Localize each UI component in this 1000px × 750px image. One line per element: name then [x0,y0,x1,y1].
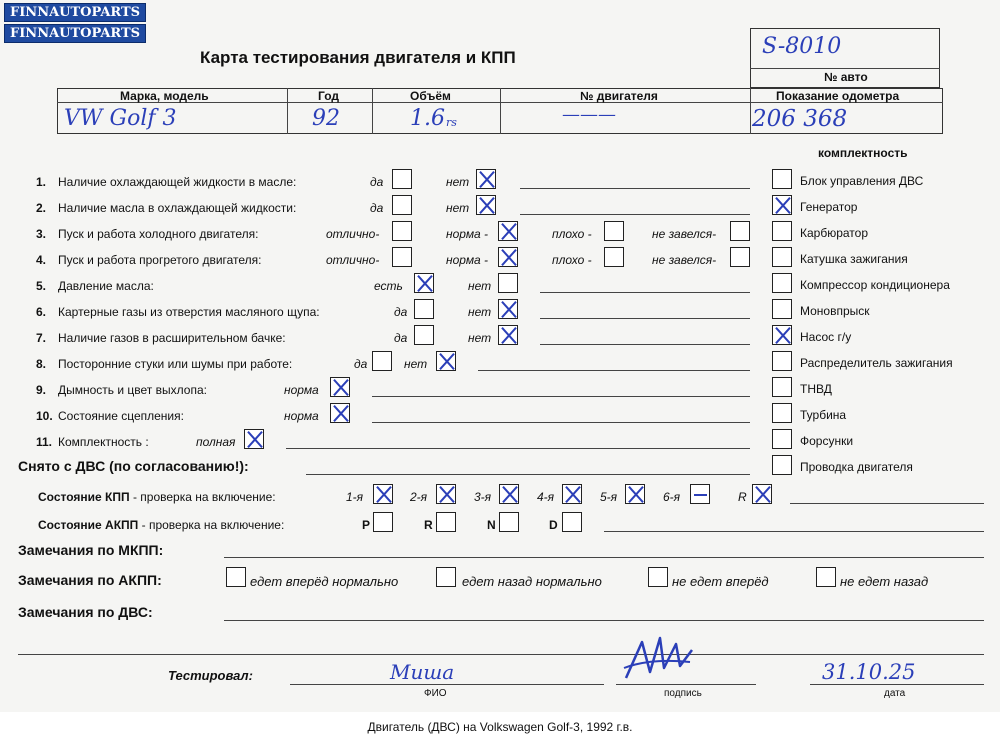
option-label: да [370,175,384,189]
checkbox[interactable] [392,221,412,241]
checkbox[interactable] [372,351,392,371]
checkbox[interactable] [604,247,624,267]
item-number: 9. [36,383,47,397]
item-number: 2. [36,201,47,215]
option-label: норма - [446,253,489,267]
kit-item-label: Проводка двигателя [800,460,913,474]
car-number-value: S-8010 [762,34,842,59]
remarks-dvs-label: Замечания по ДВС: [18,604,153,620]
item-number: 1. [36,175,47,189]
engine-number-value: ——— [562,104,616,125]
kit-checkbox[interactable] [772,169,792,189]
akpp-checkbox[interactable] [226,567,246,587]
volume-unit: rs [446,116,457,129]
item-label: Наличие охлаждающей жидкости в масле: [58,175,297,189]
kit-checkbox[interactable] [772,455,792,475]
col-header: № двигателя [580,89,658,103]
item-number: 8. [36,357,47,371]
kit-item-label: Насос г/у [800,330,852,344]
kit-item-label: ТНВД [800,382,832,396]
option-label: норма [284,383,319,397]
option-label: норма - [446,227,489,241]
gear-label: 5-я [600,490,618,504]
option-label: не завелся- [652,253,717,267]
kit-title: комплектность [818,146,908,160]
option-label: да [394,305,408,319]
gear-checkbox-checked[interactable] [436,484,456,504]
gear-label: 3-я [474,490,492,504]
remarks-akpp-label: Замечания по АКПП: [18,572,162,588]
akpp-checkbox[interactable] [436,567,456,587]
auto-gear-checkbox[interactable] [436,512,456,532]
option-label: полная [196,435,236,449]
kit-item-label: Карбюратор [800,226,869,240]
checkbox-checked[interactable] [498,299,518,319]
option-label: плохо - [552,227,592,241]
blank-line [540,318,750,319]
blank-line [286,448,750,449]
watermark-logo: FINNAUTOPARTS [4,24,146,43]
akpp-checkbox[interactable] [816,567,836,587]
auto-gear-label: D [549,518,558,532]
checkbox-checked[interactable] [476,169,496,189]
checkbox-checked[interactable] [498,325,518,345]
item-label: Наличие масла в охлаждающей жидкости: [58,201,297,215]
blank-line [604,531,984,532]
col-header: Объём [410,89,451,103]
akpp-checkbox[interactable] [648,567,668,587]
item-label: Дымность и цвет выхлопа: [58,383,207,397]
item-number: 11. [36,435,53,449]
gear-checkbox-dash[interactable] [690,484,710,504]
col-header: Год [318,89,339,103]
auto-gearbox-label-bold: Состояние АКПП [38,518,139,532]
item-number: 3. [36,227,47,241]
blank-line [616,684,756,685]
gearbox-label-bold: Состояние КПП [38,490,130,504]
kit-item-label: Турбина [800,408,847,422]
removed-label: Снято с ДВС (по согласованию!): [18,458,249,474]
option-label: да [394,331,408,345]
gear-checkbox-checked[interactable] [499,484,519,504]
kit-item-label: Катушка зажигания [800,252,908,266]
col-header: Марка, модель [120,89,209,103]
blank-line [290,684,604,685]
gear-label: 4-я [537,490,555,504]
option-label: нет [446,201,470,215]
divider [500,88,501,134]
checkbox-checked[interactable] [330,377,350,397]
checkbox[interactable] [498,273,518,293]
divider [372,88,373,134]
gear-checkbox-checked[interactable] [752,484,772,504]
date-label: дата [884,688,906,699]
col-header: Показание одометра [776,89,900,103]
blank-line [790,503,984,504]
gear-label: 1-я [346,490,364,504]
item-label: Давление масла: [58,279,154,293]
odometer-value: 206 368 [752,106,848,132]
gearbox-label-rest: - проверка на включение: [129,490,276,504]
option-label: нет [468,279,492,293]
page-title: Карта тестирования двигателя и КПП [200,48,516,67]
auto-gear-label: P [362,518,371,532]
checkbox-checked[interactable] [330,403,350,423]
option-label: да [370,201,384,215]
checkbox[interactable] [392,169,412,189]
kit-item-label: Компрессор кондиционера [800,278,950,292]
kit-item-label: Блок управления ДВС [800,174,924,188]
option-label: да [354,357,368,371]
volume-value: 1.6 [410,106,445,131]
signature-image [620,628,700,686]
blank-line [540,344,750,345]
fio-label: ФИО [424,688,447,699]
gear-label: 2-я [410,490,428,504]
checkbox-checked[interactable] [498,221,518,241]
option-label: норма [284,409,319,423]
option-label: плохо - [552,253,592,267]
auto-gearbox-label [38,518,284,532]
auto-gear-checkbox[interactable] [562,512,582,532]
model-value: VW Golf 3 [64,106,177,131]
option-label: нет [404,357,428,371]
kit-item-label: Моновпрыск [800,304,870,318]
divider [750,68,940,69]
gearbox-label [38,490,276,504]
kit-item-label: Распределитель зажигания [800,356,953,370]
item-label: Пуск и работа прогретого двигателя: [58,253,262,267]
option-label: нет [468,305,492,319]
auto-gear-checkbox[interactable] [373,512,393,532]
auto-gear-label: R [424,518,433,532]
kit-item-label: Форсунки [800,434,854,448]
kit-checkbox[interactable] [772,377,792,397]
signature-label: подпись [664,688,702,699]
kit-checkbox[interactable] [772,221,792,241]
gear-checkbox-checked[interactable] [373,484,393,504]
date-value: 31.10.25 [822,660,916,684]
blank-line [306,474,750,475]
item-number: 4. [36,253,47,267]
checkbox-checked[interactable] [414,273,434,293]
checkbox[interactable] [392,247,412,267]
item-label: Состояние сцепления: [58,409,184,423]
gear-label: 6-я [663,490,681,504]
kit-checkbox[interactable] [772,351,792,371]
blank-line [540,292,750,293]
kit-item-label: Генератор [800,200,858,214]
checkbox[interactable] [392,195,412,215]
item-number: 7. [36,331,47,345]
item-label: Комплектность : [58,435,149,449]
checkbox[interactable] [414,299,434,319]
blank-line [478,370,750,371]
image-caption: Двигатель (ДВС) на Volkswagen Golf-3, 1992 г.в. [367,720,633,734]
checkbox[interactable] [604,221,624,241]
gear-label: R [738,490,747,504]
akpp-option-label: едет вперёд нормально [250,574,399,589]
blank-line [372,422,750,423]
akpp-option-label: не едет назад [840,574,929,589]
kit-checkbox[interactable] [772,403,792,423]
checkbox[interactable] [414,325,434,345]
checkbox-checked[interactable] [244,429,264,449]
tested-label: Тестировал: [168,668,253,683]
car-number-label: № авто [824,70,868,84]
blank-line [520,214,750,215]
blank-line [18,654,984,655]
item-label: Пуск и работа холодного двигателя: [58,227,259,241]
option-label: отлично- [326,227,380,241]
blank-line [224,620,984,621]
kit-checkbox[interactable] [772,247,792,267]
kit-checkbox-checked[interactable] [772,325,792,345]
gear-checkbox-checked[interactable] [562,484,582,504]
checkbox-checked[interactable] [498,247,518,267]
item-number: 10. [36,409,53,423]
kit-checkbox[interactable] [772,429,792,449]
checkbox-checked[interactable] [476,195,496,215]
kit-checkbox[interactable] [772,299,792,319]
kit-checkbox-checked[interactable] [772,195,792,215]
watermark-logo: FINNAUTOPARTS [4,3,146,22]
option-label: нет [468,331,492,345]
blank-line [224,557,984,558]
item-number: 5. [36,279,47,293]
checkbox-checked[interactable] [436,351,456,371]
auto-gear-checkbox[interactable] [499,512,519,532]
year-value: 92 [312,106,340,131]
gear-checkbox-checked[interactable] [625,484,645,504]
option-label: есть [374,279,403,293]
option-label: отлично- [326,253,380,267]
akpp-option-label: не едет вперёд [672,574,769,589]
item-label: Наличие газов в расширительном бачке: [58,331,286,345]
checkbox[interactable] [730,221,750,241]
remarks-mkpp-label: Замечания по МКПП: [18,542,164,558]
auto-gear-label: N [487,518,496,532]
option-label: не завелся- [652,227,717,241]
option-label: нет [446,175,470,189]
divider [750,88,751,134]
blank-line [372,396,750,397]
item-label: Картерные газы из отверстия масляного щупа: [58,305,320,319]
blank-line [810,684,984,685]
divider [287,88,288,134]
kit-checkbox[interactable] [772,273,792,293]
item-number: 6. [36,305,47,319]
auto-gearbox-label-rest: - проверка на включение: [138,518,285,532]
blank-line [520,188,750,189]
tester-name: Миша [390,660,455,684]
akpp-option-label: едет назад нормально [462,574,602,589]
checkbox[interactable] [730,247,750,267]
item-label: Посторонние стуки или шумы при работе: [58,357,293,371]
